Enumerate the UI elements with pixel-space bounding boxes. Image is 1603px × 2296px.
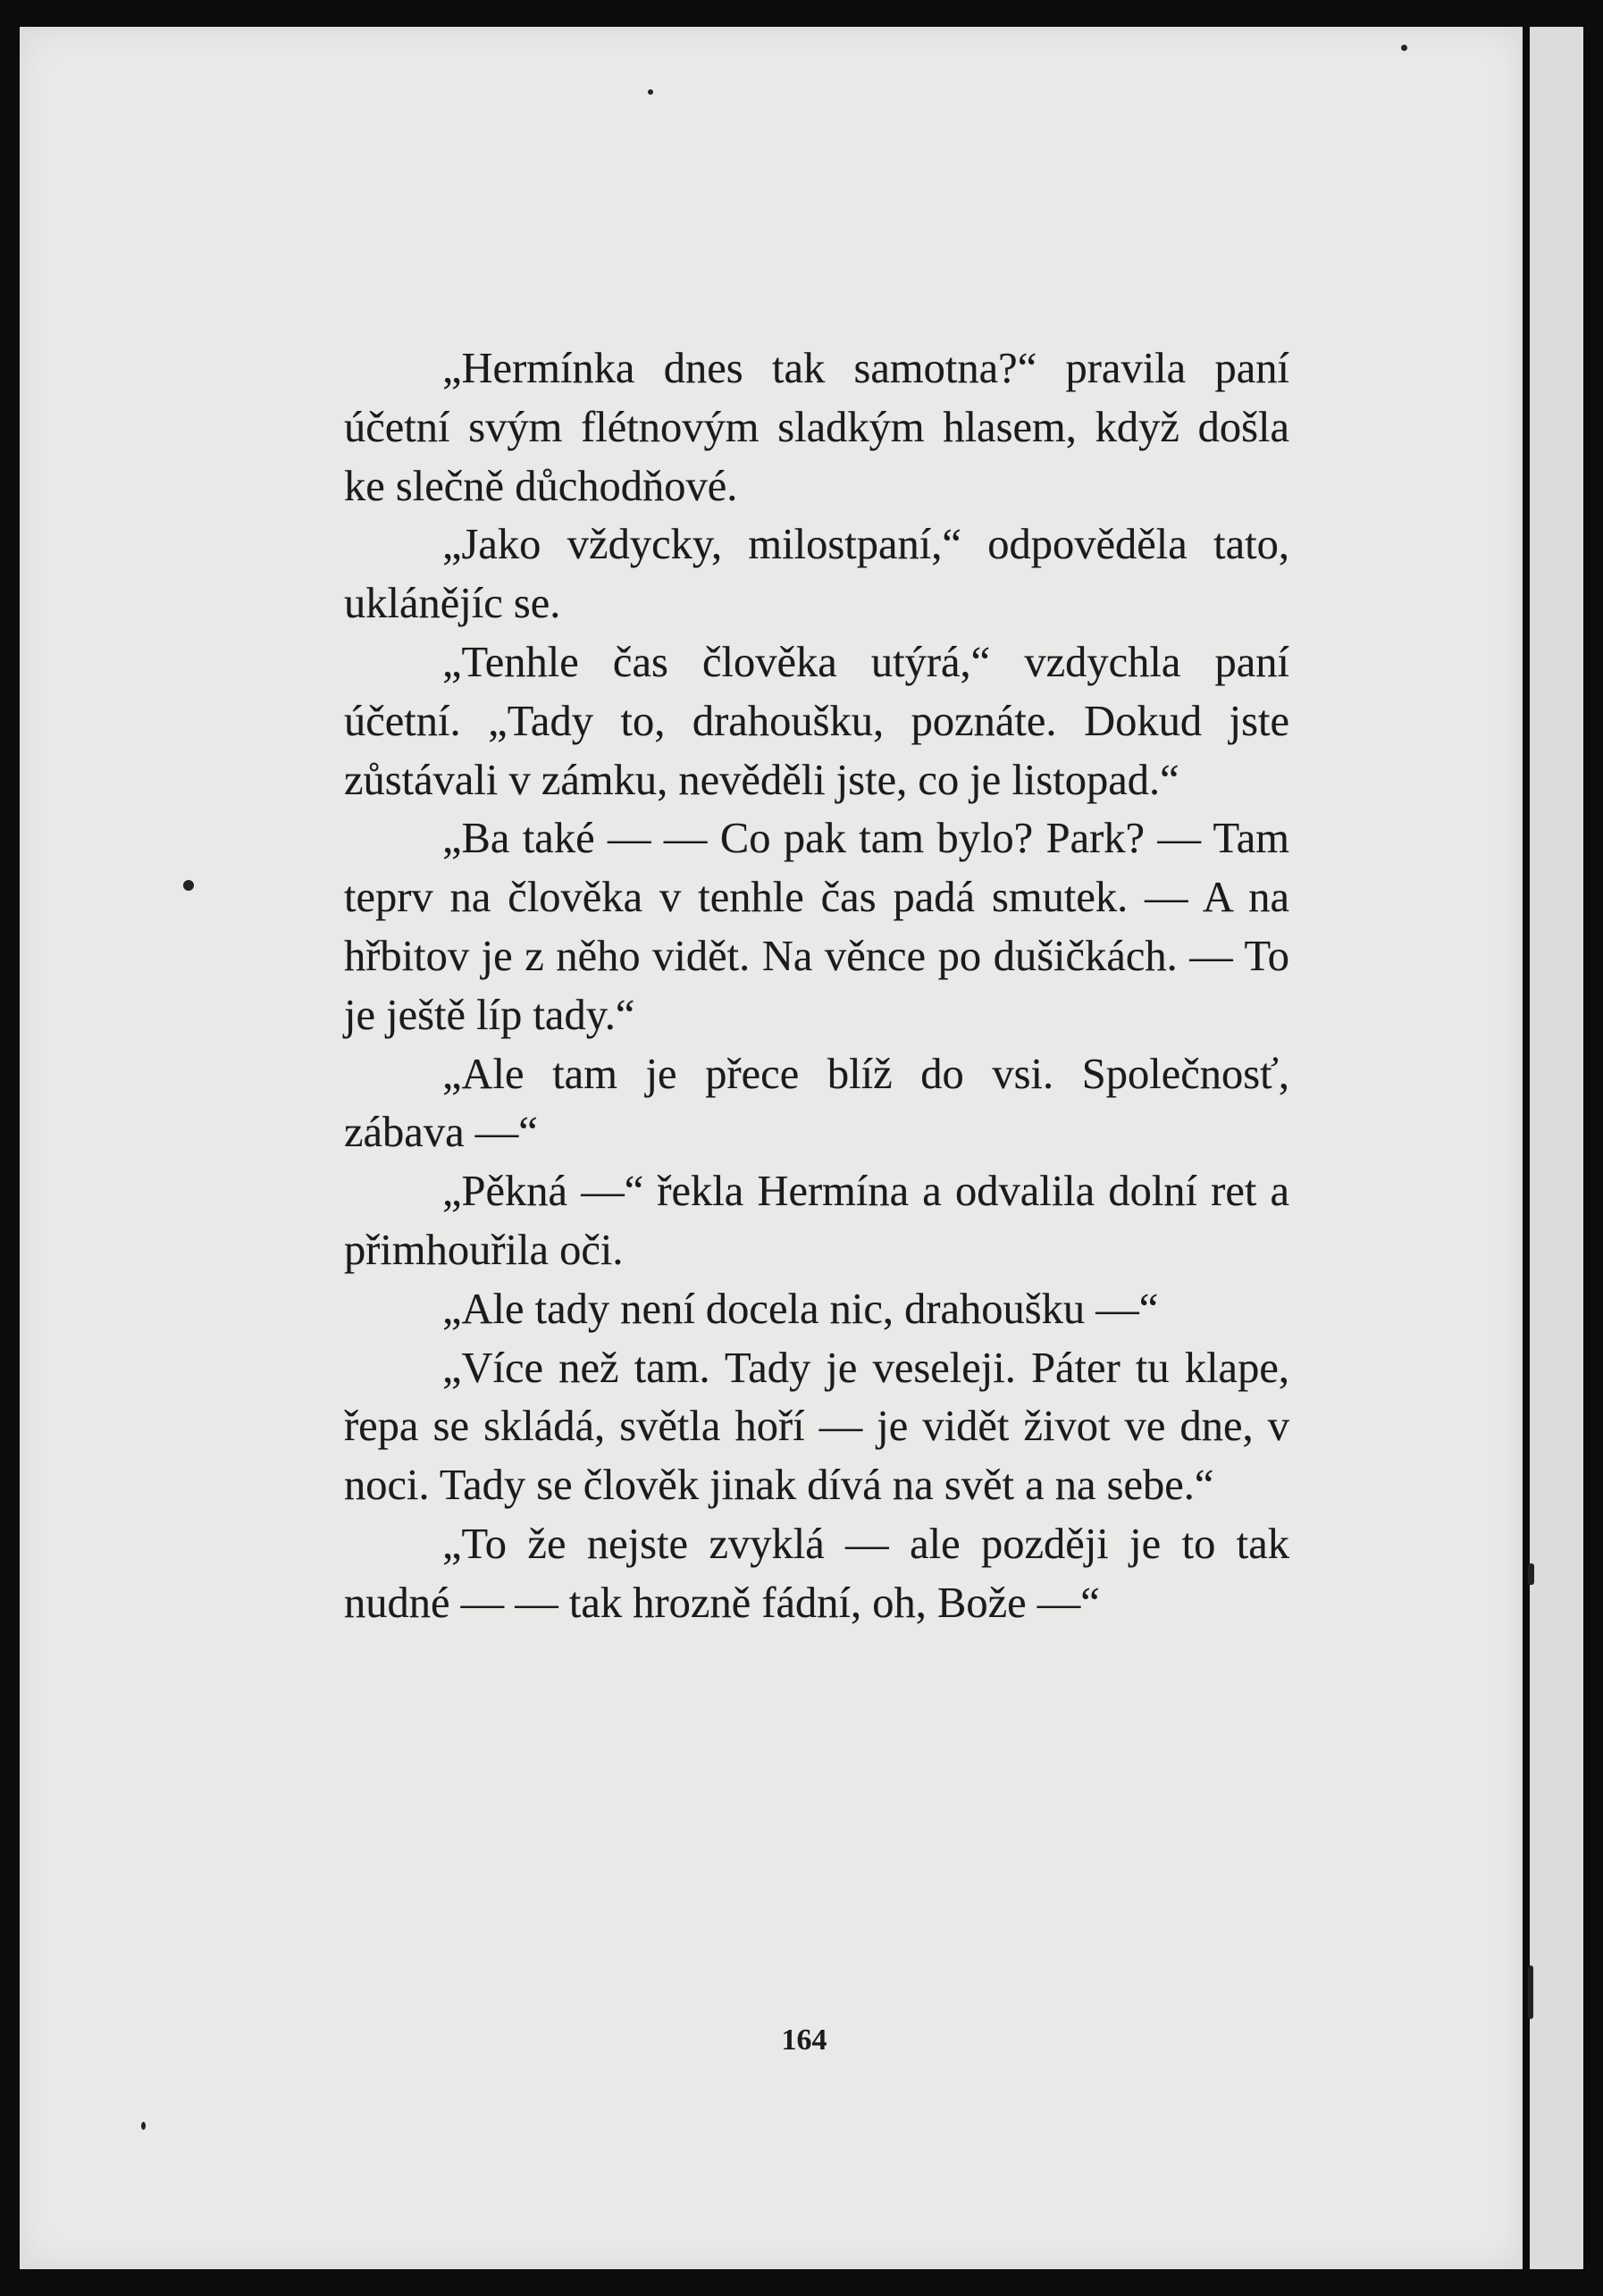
paragraph: „Hermínka dnes tak samotna?“ pravila paní účetní svým flétnovým sladkým hlasem, když došla ke slečně důchodňové. (344, 345, 1289, 510)
paragraph: „Ba také — — Co pak tam bylo? Park? — Tam teprv na člověka v tenhle čas padá smutek. — A na hřbitov je z něho vidět. Na věnce po dušičkách. — To je ještě líp tady.“ (344, 815, 1289, 1039)
scan-speck (183, 880, 194, 891)
scan-speck (648, 89, 653, 95)
scan-border (1583, 0, 1603, 2296)
paragraph: „Tenhle čas člověka utýrá,“ vzdychla paní účetní. „Tady to, drahoušku, poznáte. Dokud jste zůstávali v zámku, nevěděli jste, co je listopad.“ (344, 638, 1289, 804)
next-page-edge (1530, 27, 1583, 2269)
paragraph: „Ale tady není docela nic, drahoušku —“ (442, 1285, 1159, 1333)
page-number: 164 (781, 2024, 827, 2057)
scan-speck (1528, 1965, 1533, 2019)
paragraph: „Pěkná —“ řekla Hermína a odvalila dolní ret a přimhouřila oči. (344, 1168, 1289, 1274)
paragraph: „Ale tam je přece blíž do vsi. Společnosť, zábava —“ (344, 1050, 1289, 1157)
paragraph: „To že nejste zvyklá — ale později je to tak nudné — — tak hrozně fádní, oh, Bože —“ (344, 1520, 1289, 1627)
paragraph: „Více než tam. Tady je veseleji. Páter tu klape, řepa se skládá, světla hoří — je vidět život ve dne, v noci. Tady se člověk jinak dívá na svět a na sebe.“ (344, 1344, 1289, 1510)
page-text (344, 339, 1289, 1633)
scan-speck (1528, 1563, 1534, 1585)
scan-speck (1401, 45, 1407, 51)
scan-speck (141, 2122, 146, 2130)
paragraph: „Jako vždycky, milostpaní,“ odpověděla tato, ukláněјíc se. (344, 521, 1289, 628)
